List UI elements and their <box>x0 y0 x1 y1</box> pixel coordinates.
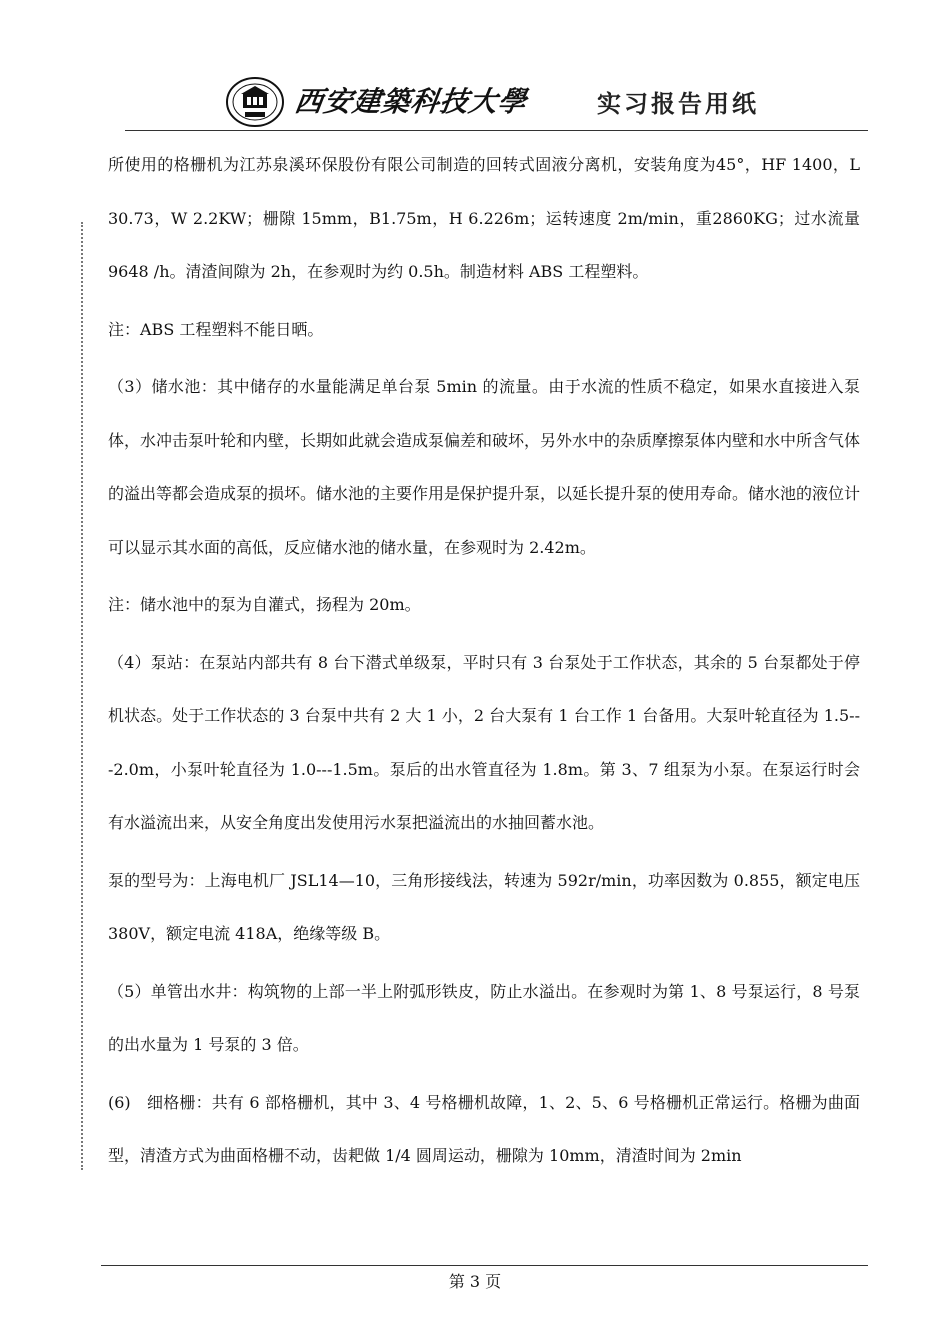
footer-divider <box>101 1265 868 1266</box>
report-body <box>108 138 860 1183</box>
paragraph-pump-station: （4）泵站：在泵站内部共有 8 台下潜式单级泵，平时只有 3 台泵处于工作状态，其余的 5 台泵都处于停机状态。处于工作状态的 3 台泵中共有 2 大 1 小，2 台大泵有 1 台工作 1 台备用。大泵叶轮直径为 1.5---2.0m，小泵叶轮直径为 1.0---1.5m。泵后的出水管直径为 1.8m。第 3、7 组泵为小泵。在泵运行时会有水溢流出来，从安全角度出发使用污水泵把溢流出的水抽回蓄水池。 <box>108 652 860 832</box>
paragraph-note-pump: 注：储水池中的泵为自灌式，扬程为 20m。 <box>108 595 421 614</box>
page-header <box>225 72 785 128</box>
page-number: 第 3 页 <box>448 1272 502 1291</box>
paragraph-outlet-well: （5）单管出水井：构筑物的上部一半上附弧形铁皮，防止水溢出。在参观时为第 1、8 号泵运行，8 号泵的出水量为 1 号泵的 3 倍。 <box>108 981 860 1054</box>
paragraph-pump-model: 泵的型号为：上海电机厂 JSL14—10，三角形接线法，转速为 592r/min，功率因数为 0.855，额定电压 380V，额定电流 418A，绝缘等级 B。 <box>108 870 860 943</box>
report-paper-label: 实习报告用纸 <box>597 90 759 118</box>
paragraph-screen-machine: 所使用的格栅机为江苏泉溪环保股份有限公司制造的回转式固液分离机，安装角度为45°，HF 1400，L 30.73，W 2.2KW；栅隙 15mm，B1.75m，H 6.226m；运转速度 2m/min，重2860KG；过水流量 9648 /h。清渣间隙为 2h，在参观时为约 0.5h。制造材料 ABS 工程塑料。 <box>108 155 860 281</box>
paragraph-note-abs: 注：ABS 工程塑料不能日晒。 <box>108 319 324 339</box>
binding-margin-line <box>81 222 83 1170</box>
university-name: 西安建築科技大學 <box>292 85 530 118</box>
university-seal-icon <box>225 76 285 128</box>
paragraph-fine-screen: (6) 细格栅：共有 6 部格栅机，其中 3、4 号格栅机故障，1、2、5、6 号格栅机正常运行。格栅为曲面型，清渣方式为曲面格栅不动，齿耙做 1/4 圆周运动，栅隙为 10mm，清渣时间为 2min <box>108 1092 860 1165</box>
paragraph-storage-tank: （3）储水池：其中储存的水量能满足单台泵 5min 的流量。由于水流的性质不稳定，如果水直接进入泵体，水冲击泵叶轮和内壁，长期如此就会造成泵偏差和破坏，另外水中的杂质摩擦泵体内壁和水中所含气体的溢出等都会造成泵的损坏。储水池的主要作用是保护提升泵，以延长提升泵的使用寿命。储水池的液位计可以显示其水面的高低，反应储水池的储水量，在参观时为 2.42m。 <box>108 377 861 557</box>
header-divider <box>125 130 868 131</box>
